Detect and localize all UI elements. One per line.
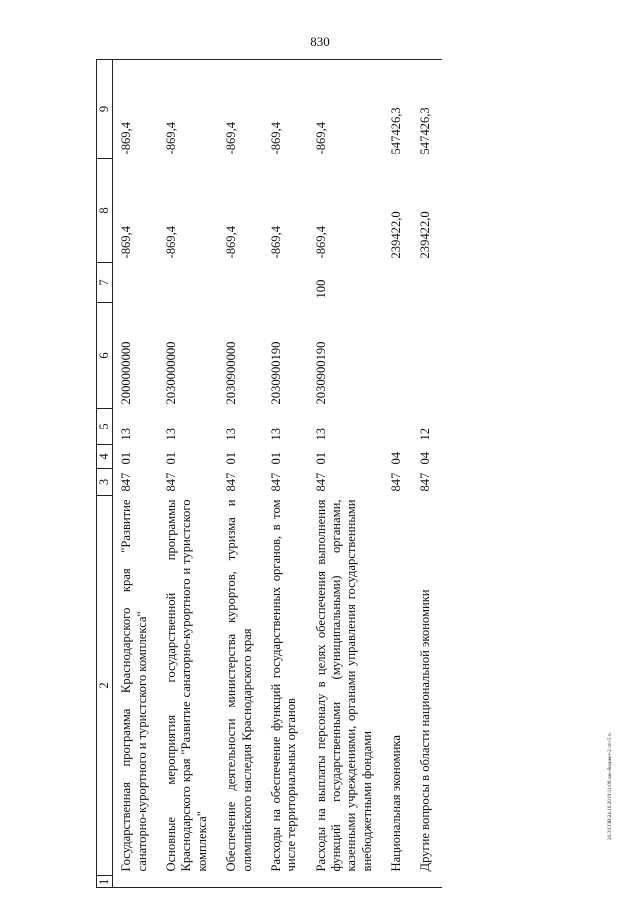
row-admin-code: 847: [389, 472, 404, 492]
row-target-item: 2000000000: [119, 341, 134, 405]
row-target-item: [383, 303, 412, 409]
header-col-1: 1: [97, 876, 113, 888]
row-expense-type: [158, 263, 218, 303]
row-amount-change: -869,4: [268, 225, 283, 259]
budget-table-rotated: [96, 60, 583, 888]
row-item-name: Обеспечение деятельности министерства курортов, туризма и олимпийского наследия Краснодарского края: [224, 499, 254, 872]
row-admin-code: 847: [418, 472, 433, 492]
row-section-code: 01: [268, 451, 283, 465]
row-expense-type: [263, 263, 308, 303]
row-item-name: Расходы на обеспечение функций государственных органов, в том числе территориальных органов: [268, 499, 299, 872]
row-section-code: 01: [224, 451, 239, 465]
row-target-item: 2030900190: [268, 341, 283, 405]
footer-document-code: 20.3\СОВ\24.10.2019\11:09\зак-бюджет-2 чт+5 ч.: [608, 732, 613, 840]
row-item-name: Основные мероприятия государственной программы Краснодарского края "Развитие санаторно-курортного и туристского комплекса": [164, 499, 209, 872]
row-amount-total: -869,4: [113, 60, 158, 159]
row-section-code: 01: [164, 451, 179, 465]
page-number: 830: [310, 34, 330, 49]
row-amount-total: -869,4: [218, 60, 263, 159]
row-col-1: [308, 876, 383, 888]
header-col-8: 8: [97, 159, 113, 263]
row-amount-change: 239422,0: [389, 211, 404, 259]
row-amount-total: -869,4: [263, 60, 308, 159]
row-target-item: 2030000000: [164, 341, 179, 405]
table-row: [113, 60, 158, 888]
row-amount-total: -869,4: [308, 60, 383, 159]
row-expense-type: [412, 263, 441, 303]
row-expense-type: [218, 263, 263, 303]
row-expense-type: 100: [313, 279, 328, 299]
row-subsection-code: 13: [313, 427, 328, 441]
row-target-item: [412, 303, 441, 409]
table-row: [308, 60, 383, 888]
row-item-name: Расходы на выплаты персоналу в целях обеспечения выполнения функций государственными (муниципальными) органами, казенными учреждениями, органами управления государственными внебюджетными фондами: [313, 499, 374, 872]
row-amount-change: -869,4: [313, 225, 328, 259]
row-item-name: Государственная программа Краснодарского края "Развитие санаторно-курортного и туристского комплекса": [119, 499, 149, 872]
table-row: [383, 60, 412, 888]
row-amount-change: -869,4: [164, 225, 179, 259]
row-admin-code: 847: [313, 472, 328, 492]
row-amount-change: -869,4: [224, 225, 239, 259]
row-target-item: 2030900000: [224, 341, 239, 405]
row-expense-type: [383, 263, 412, 303]
row-admin-code: 847: [224, 472, 239, 492]
header-col-3: 3: [97, 469, 113, 496]
table-row: [158, 60, 218, 888]
row-target-item: 2030900190: [313, 341, 328, 405]
row-subsection-code: 13: [224, 427, 239, 441]
header-col-2: 2: [97, 496, 113, 876]
row-col-1: [158, 876, 218, 888]
row-section-code: 04: [389, 451, 404, 465]
row-subsection-code: [383, 409, 412, 445]
row-section-code: 04: [418, 451, 433, 465]
row-admin-code: 847: [164, 472, 179, 492]
row-subsection-code: 13: [119, 427, 134, 441]
row-col-1: [263, 876, 308, 888]
row-amount-change: -869,4: [119, 225, 134, 259]
row-section-code: 01: [313, 451, 328, 465]
header-col-4: 4: [97, 445, 113, 469]
table-row: [218, 60, 263, 888]
row-item-name: Национальная экономика: [389, 735, 404, 872]
row-subsection-code: 13: [164, 427, 179, 441]
header-col-9: 9: [97, 60, 113, 159]
row-amount-total: 547426,3: [412, 60, 441, 159]
row-expense-type: [113, 263, 158, 303]
row-section-code: 01: [119, 451, 134, 465]
row-admin-code: 847: [268, 472, 283, 492]
row-col-1: [113, 876, 158, 888]
table-row: [412, 60, 441, 888]
table-row: [263, 60, 308, 888]
header-col-7: 7: [97, 263, 113, 303]
row-amount-total: -869,4: [158, 60, 218, 159]
header-col-6: 6: [97, 303, 113, 409]
table-header-row: [97, 60, 113, 888]
budget-table: [96, 59, 442, 888]
row-admin-code: 847: [119, 472, 134, 492]
row-col-1: [218, 876, 263, 888]
row-subsection-code: 12: [418, 427, 433, 441]
row-item-name: Другие вопросы в области национальной экономики: [418, 589, 433, 872]
row-col-1: [383, 876, 412, 888]
row-amount-total: 547426,3: [383, 60, 412, 159]
row-subsection-code: 13: [268, 427, 283, 441]
header-col-5: 5: [97, 409, 113, 445]
row-amount-change: 239422,0: [418, 211, 433, 259]
row-col-1: [412, 876, 441, 888]
